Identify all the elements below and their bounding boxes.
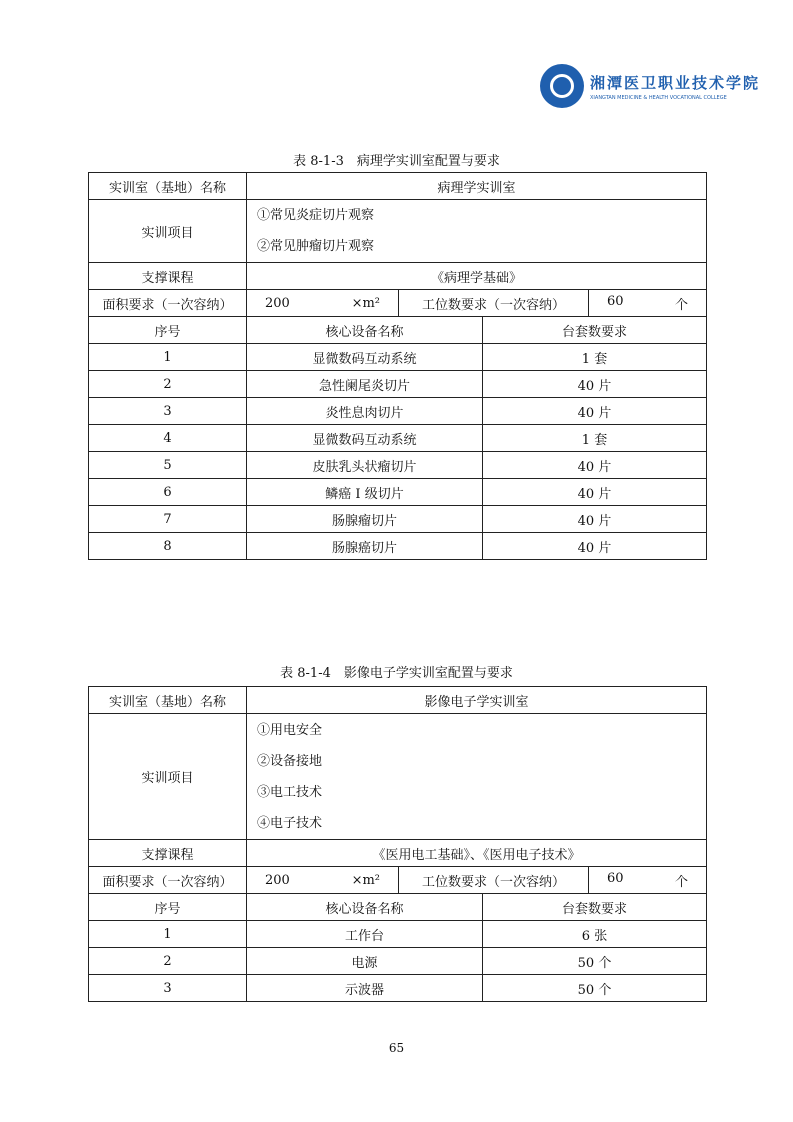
lab-config-table xyxy=(88,172,707,560)
table-row xyxy=(89,344,707,371)
area-unit: ×m² xyxy=(351,295,380,311)
items-label: 实训项目 xyxy=(89,714,247,840)
logo-chinese-name: 湘潭医卫职业技术学院 xyxy=(590,73,761,92)
training-item: ①常见炎症切片观察 xyxy=(257,208,375,223)
col-name: 核心设备名称 xyxy=(247,894,483,921)
training-item: ②设备接地 xyxy=(257,753,323,769)
table-row xyxy=(89,452,707,479)
table-row xyxy=(89,714,707,840)
equipment-name: 急性阑尾炎切片 xyxy=(247,371,483,398)
row-no: 2 xyxy=(89,371,247,398)
equipment-qty: 6 张 xyxy=(483,921,707,948)
station-label: 工位数要求（一次容纳） xyxy=(399,290,589,317)
equipment-name: 鳞癌 I 级切片 xyxy=(247,479,483,506)
training-item: ②常见肿瘤切片观察 xyxy=(257,239,375,254)
training-items xyxy=(247,714,707,840)
training-items xyxy=(247,200,707,263)
lab-config-table xyxy=(88,686,707,1002)
name-label: 实训室（基地）名称 xyxy=(89,687,247,714)
training-item: ①用电安全 xyxy=(257,722,323,738)
station-label: 工位数要求（一次容纳） xyxy=(399,867,589,894)
course-label: 支撑课程 xyxy=(89,263,247,290)
station-value: 60 xyxy=(607,870,624,886)
equipment-name: 电源 xyxy=(247,948,483,975)
row-no: 2 xyxy=(89,948,247,975)
table-row xyxy=(89,840,707,867)
area-value: 200 xyxy=(265,295,290,311)
equipment-name: 显微数码互动系统 xyxy=(247,425,483,452)
col-no: 序号 xyxy=(89,894,247,921)
equipment-name: 示波器 xyxy=(247,975,483,1002)
table-row xyxy=(89,921,707,948)
table-row xyxy=(89,263,707,290)
table-caption: 表 8-1-4 影像电子学实训室配置与要求 xyxy=(280,666,513,681)
table-row xyxy=(89,173,707,200)
table-row xyxy=(89,371,707,398)
table-row xyxy=(89,867,707,894)
station-unit: 个 xyxy=(675,297,689,313)
row-no: 6 xyxy=(89,479,247,506)
college-logo xyxy=(540,64,760,108)
equipment-qty: 40 片 xyxy=(483,533,707,560)
equipment-qty: 1 套 xyxy=(483,425,707,452)
equipment-name: 显微数码互动系统 xyxy=(247,344,483,371)
table-row xyxy=(89,479,707,506)
row-no: 1 xyxy=(89,344,247,371)
equipment-qty: 50 个 xyxy=(483,975,707,1002)
table-row xyxy=(89,687,707,714)
equipment-qty: 40 片 xyxy=(483,371,707,398)
equipment-name: 肠腺癌切片 xyxy=(247,533,483,560)
col-qty: 台套数要求 xyxy=(483,317,707,344)
table-row xyxy=(89,398,707,425)
table-row xyxy=(89,200,707,263)
equipment-name: 工作台 xyxy=(247,921,483,948)
row-no: 1 xyxy=(89,921,247,948)
area-unit: ×m² xyxy=(351,872,380,888)
table-header-row xyxy=(89,894,707,921)
row-no: 3 xyxy=(89,398,247,425)
row-no: 7 xyxy=(89,506,247,533)
table-header-row xyxy=(89,317,707,344)
page-number: 65 xyxy=(388,1041,405,1055)
table-caption: 表 8-1-3 病理学实训室配置与要求 xyxy=(293,154,500,169)
name-label: 实训室（基地）名称 xyxy=(89,173,247,200)
equipment-qty: 50 个 xyxy=(483,948,707,975)
table-row xyxy=(89,425,707,452)
equipment-qty: 40 片 xyxy=(483,452,707,479)
lab-name: 影像电子学实训室 xyxy=(247,687,707,714)
station-value: 60 xyxy=(607,293,624,309)
station-unit: 个 xyxy=(675,874,689,890)
col-no: 序号 xyxy=(89,317,247,344)
equipment-name: 肠腺瘤切片 xyxy=(247,506,483,533)
area-label: 面积要求（一次容纳） xyxy=(89,290,247,317)
equipment-name: 炎性息肉切片 xyxy=(247,398,483,425)
training-item: ④电子技术 xyxy=(257,815,323,831)
table-row xyxy=(89,506,707,533)
col-qty: 台套数要求 xyxy=(483,894,707,921)
items-label: 实训项目 xyxy=(89,200,247,263)
row-no: 5 xyxy=(89,452,247,479)
equipment-name: 皮肤乳头状瘤切片 xyxy=(247,452,483,479)
row-no: 8 xyxy=(89,533,247,560)
table-row xyxy=(89,533,707,560)
table-row xyxy=(89,948,707,975)
equipment-qty: 40 片 xyxy=(483,479,707,506)
training-item: ③电工技术 xyxy=(257,784,323,800)
equipment-qty: 40 片 xyxy=(483,398,707,425)
table-row xyxy=(89,975,707,1002)
college-seal-icon xyxy=(540,64,584,108)
course: 《医用电工基础》、《医用电子技术》 xyxy=(247,840,707,867)
row-no: 3 xyxy=(89,975,247,1002)
area-label: 面积要求（一次容纳） xyxy=(89,867,247,894)
course: 《病理学基础》 xyxy=(247,263,707,290)
lab-name: 病理学实训室 xyxy=(247,173,707,200)
course-label: 支撑课程 xyxy=(89,840,247,867)
equipment-qty: 1 套 xyxy=(483,344,707,371)
area-value: 200 xyxy=(265,872,290,888)
equipment-qty: 40 片 xyxy=(483,506,707,533)
logo-english-name: XIANGTAN MEDICINE & HEALTH VOCATIONAL COLLEGE xyxy=(590,94,727,101)
row-no: 4 xyxy=(89,425,247,452)
col-name: 核心设备名称 xyxy=(247,317,483,344)
table-row xyxy=(89,290,707,317)
